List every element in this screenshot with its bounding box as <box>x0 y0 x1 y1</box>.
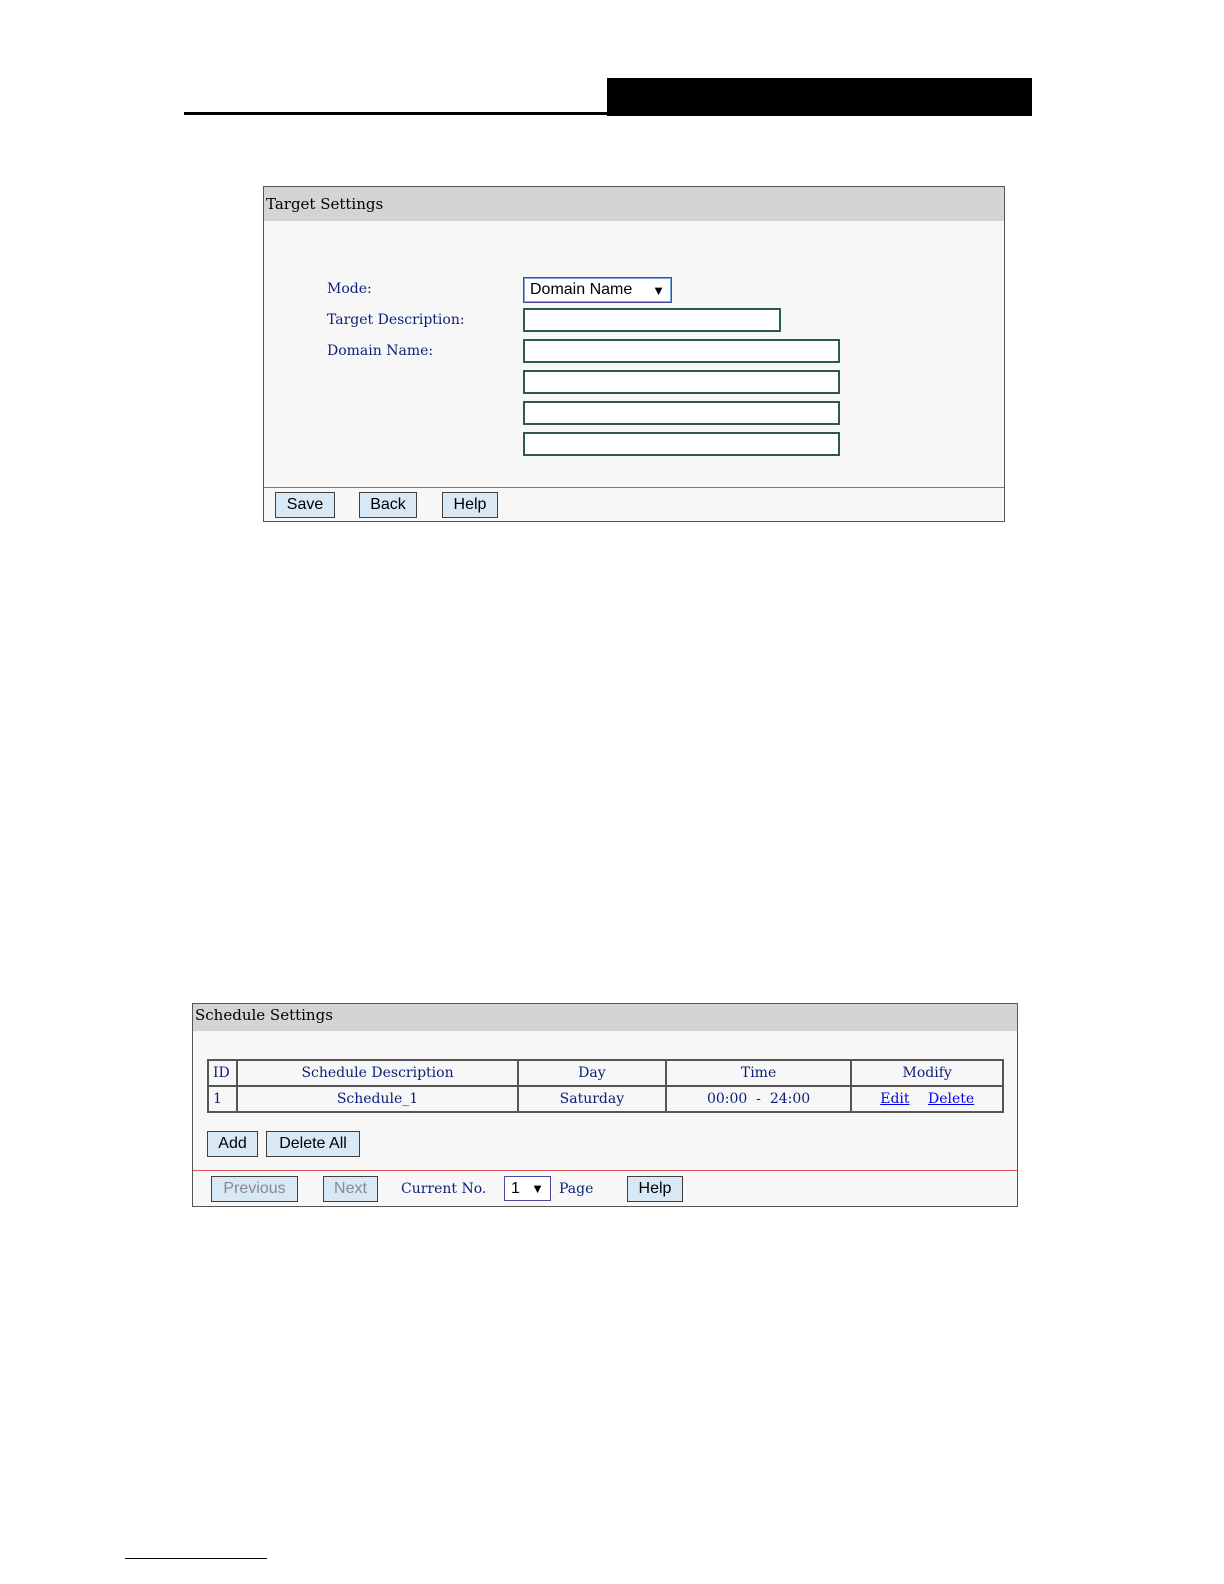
back-button[interactable]: Back <box>359 492 417 518</box>
column-header-modify: Modify <box>851 1060 1003 1086</box>
help-button[interactable]: Help <box>442 492 498 518</box>
header-bar <box>607 78 1032 116</box>
separator-line <box>264 487 1004 488</box>
header-rule <box>184 112 608 115</box>
table-header-row <box>208 1060 1003 1086</box>
mode-label: Mode: <box>327 281 372 297</box>
delete-link[interactable]: Delete <box>927 1091 975 1107</box>
dropdown-arrow-icon: ▼ <box>531 1181 544 1196</box>
help-button[interactable]: Help <box>627 1176 683 1202</box>
column-header-day: Day <box>518 1060 666 1086</box>
schedule-settings-title: Schedule Settings <box>193 1004 1017 1031</box>
domain-name-input-2[interactable] <box>523 370 840 394</box>
page-select-value: 1 <box>511 1179 520 1197</box>
schedule-table <box>207 1059 1004 1113</box>
schedule-settings-panel <box>192 1003 1018 1207</box>
row-time: 00:00 - 24:00 <box>666 1086 852 1112</box>
page-select[interactable] <box>504 1176 551 1201</box>
previous-button[interactable]: Previous <box>211 1176 298 1202</box>
domain-name-input-4[interactable] <box>523 432 840 456</box>
add-button[interactable]: Add <box>207 1131 258 1157</box>
row-modify <box>851 1086 1003 1112</box>
current-no-label: Current No. <box>401 1181 487 1197</box>
row-id: 1 <box>208 1086 237 1112</box>
mode-select[interactable] <box>523 277 672 303</box>
target-description-label: Target Description: <box>327 312 465 328</box>
next-button[interactable]: Next <box>323 1176 378 1202</box>
table-row <box>208 1086 1003 1112</box>
domain-name-input-1[interactable] <box>523 339 840 363</box>
save-button[interactable]: Save <box>275 492 335 518</box>
column-header-id: ID <box>208 1060 237 1086</box>
column-header-time: Time <box>666 1060 852 1086</box>
edit-link[interactable]: Edit <box>880 1091 910 1107</box>
target-description-input[interactable] <box>523 308 781 332</box>
column-header-description: Schedule Description <box>237 1060 518 1086</box>
target-settings-panel <box>263 186 1005 522</box>
separator-line <box>193 1170 1017 1171</box>
row-description: Schedule_1 <box>237 1086 518 1112</box>
dropdown-arrow-icon: ▼ <box>652 282 665 298</box>
domain-name-input-3[interactable] <box>523 401 840 425</box>
footer-rule <box>125 1558 267 1559</box>
mode-select-value: Domain Name <box>530 281 633 298</box>
page-label: Page <box>559 1181 594 1197</box>
target-settings-title: Target Settings <box>264 187 1004 221</box>
delete-all-button[interactable]: Delete All <box>266 1131 360 1157</box>
domain-name-label: Domain Name: <box>327 343 434 359</box>
row-day: Saturday <box>518 1086 666 1112</box>
